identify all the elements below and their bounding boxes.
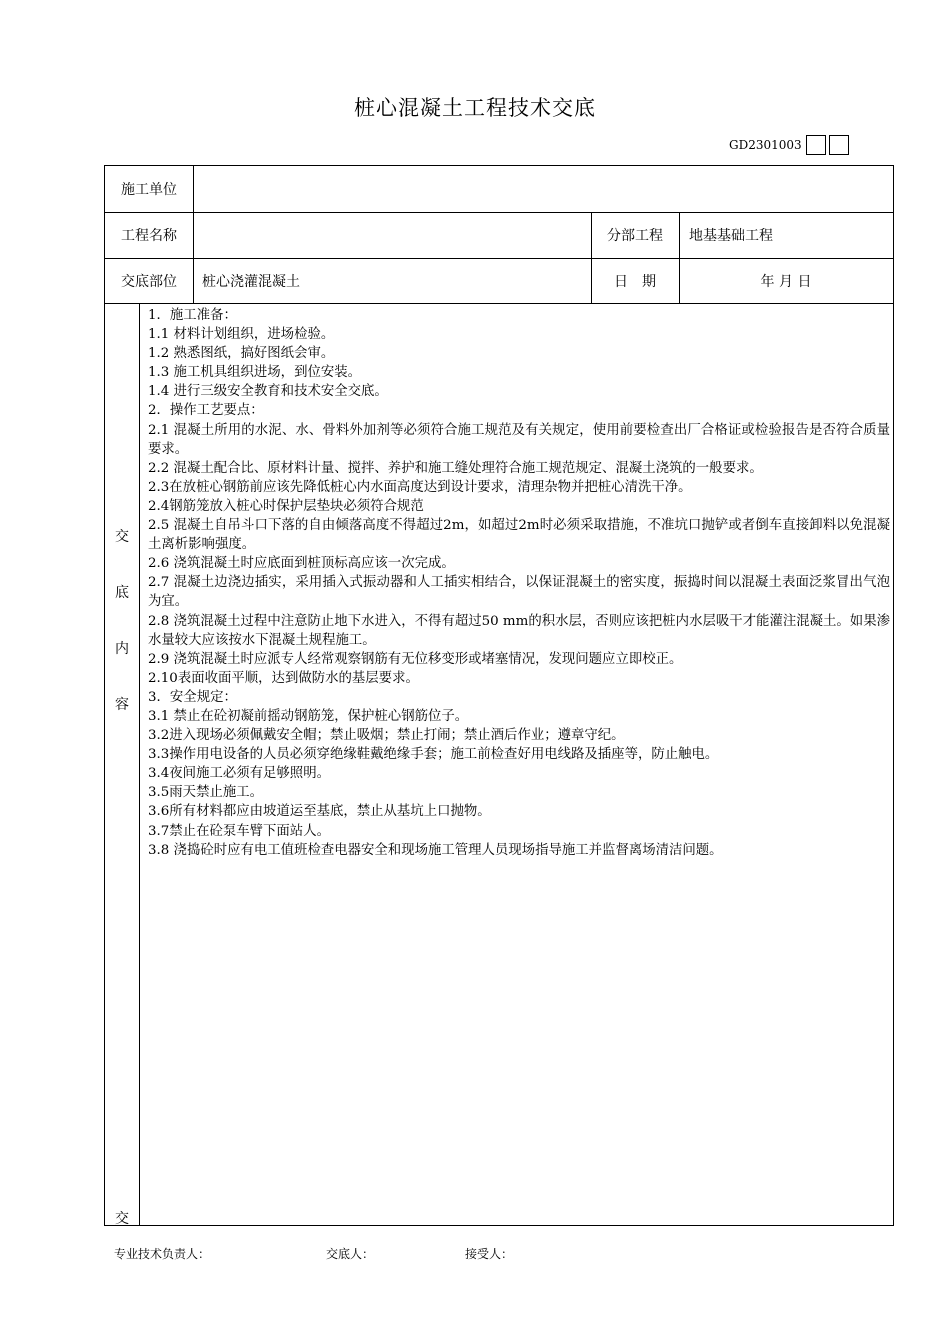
content-side-label-4: 容 — [115, 697, 129, 713]
unit-label: 施工单位 — [121, 182, 177, 198]
content-line: 1.1 材料计划组织，进场检验。 — [148, 327, 335, 343]
content-line: 3.3操作用电设备的人员必须穿绝缘鞋戴绝缘手套；施工前检查好用电线路及插座等，防止触电。 — [148, 747, 719, 763]
part-value[interactable]: 桩心浇灌混凝土 — [202, 273, 300, 290]
subproject-label: 分部工程 — [607, 228, 663, 244]
content-line: 2.9 浇筑混凝土时应派专人经常观察钢筋有无位移变形或堵塞情况，发现问题应立即校正。 — [148, 651, 683, 667]
content-line: 3.1 禁止在砼初凝前摇动钢筋笼，保护桩心钢筋位子。 — [148, 708, 469, 724]
content-line: 2.5 混凝土自吊斗口下落的自由倾落高度不得超过2m，如超过2m时必须采取措施，不准坑口抛铲或者倒车直接卸料以免混凝土离析影响强度。 — [148, 518, 890, 553]
form-code — [729, 135, 849, 155]
date-value[interactable]: 年 月 日 — [760, 273, 812, 290]
content-line: 3.2进入现场必须佩戴安全帽；禁止吸烟；禁止打闹；禁止酒后作业；遵章守纪。 — [148, 728, 625, 744]
part-label: 交底部位 — [121, 273, 177, 290]
row-divider — [105, 303, 893, 304]
content-line: 2.8 浇筑混凝土过程中注意防止地下水进入，不得有超过50 mm的积水层，否则应该把桩内水层吸干才能灌注混凝土。如果渗水量较大应该按水下混凝土规程施工。 — [148, 613, 890, 648]
col-divider — [193, 166, 194, 303]
unit-field[interactable] — [201, 166, 891, 212]
content-side-label-2: 底 — [115, 585, 129, 601]
content-line: 2.10表面收面平顺，达到做防水的基层要求。 — [148, 670, 419, 686]
content-line: 3.5雨天禁止施工。 — [148, 785, 264, 801]
content-line: 2.6 浇筑混凝土时应底面到桩顶标高应该一次完成。 — [148, 556, 455, 572]
content-side-label-1: 交 — [115, 529, 129, 545]
content-line: 2.3在放桩心钢筋前应该先降低桩心内水面高度达到设计要求，清理杂物并把桩心清洗干净。 — [148, 479, 692, 495]
receiver-signature: 接受人： — [465, 1247, 514, 1261]
code-checkbox-2[interactable] — [829, 135, 849, 155]
content-line: 2．操作工艺要点： — [148, 403, 264, 419]
project-label: 工程名称 — [121, 228, 177, 244]
content-side-label-bottom: 交 — [115, 1211, 129, 1227]
briefing-content — [148, 306, 890, 860]
content-line: 1.2 熟悉图纸，搞好图纸会审。 — [148, 346, 335, 362]
content-line: 1.4 进行三级安全教育和技术安全交底。 — [148, 384, 388, 400]
content-line: 3.6所有材料都应由坡道运至基底，禁止从基坑上口抛物。 — [148, 804, 491, 820]
form-table — [104, 165, 894, 1226]
content-line: 2.1 混凝土所用的水泥、水、骨料外加剂等必须符合施工规范及有关规定，使用前要检查出厂合格证或检验报告是否符合质量要求。 — [148, 422, 890, 457]
content-line: 3.8 浇捣砼时应有电工值班检查电器安全和现场施工管理人员现场指导施工并监督离场清洁问题。 — [148, 842, 723, 858]
content-line: 3.7禁止在砼泵车臂下面站人。 — [148, 823, 330, 839]
code-checkbox-1[interactable] — [806, 135, 826, 155]
tech-lead-signature: 专业技术负责人： — [114, 1247, 211, 1261]
content-line: 1．施工准备： — [148, 308, 237, 323]
content-line: 1.3 施工机具组织进场，到位安装。 — [148, 365, 362, 381]
content-line: 2.4钢筋笼放入桩心时保护层垫块必须符合规范 — [148, 498, 424, 514]
content-label-divider — [139, 303, 140, 1225]
date-label: 日 期 — [614, 273, 656, 290]
content-line: 2.7 混凝土边浇边插实，采用插入式振动器和人工插实相结合，以保证混凝土的密实度，振捣时间以混凝土表面泛浆冒出气泡为宜。 — [148, 575, 890, 610]
content-line: 2.2 混凝土配合比、原材料计量、搅拌、养护和施工缝处理符合施工规范规定、混凝土浇筑的一般要求。 — [148, 460, 763, 476]
document-title: 桩心混凝土工程技术交底 — [354, 96, 596, 120]
subproject-value[interactable]: 地基基础工程 — [689, 228, 773, 244]
content-line: 3.4夜间施工必须有足够照明。 — [148, 766, 330, 782]
content-side-label-3: 内 — [115, 641, 129, 657]
form-code-text: GD2301003 — [729, 138, 802, 152]
presenter-signature: 交底人： — [326, 1247, 375, 1261]
project-field[interactable] — [201, 212, 589, 258]
content-line: 3．安全规定： — [148, 689, 237, 705]
